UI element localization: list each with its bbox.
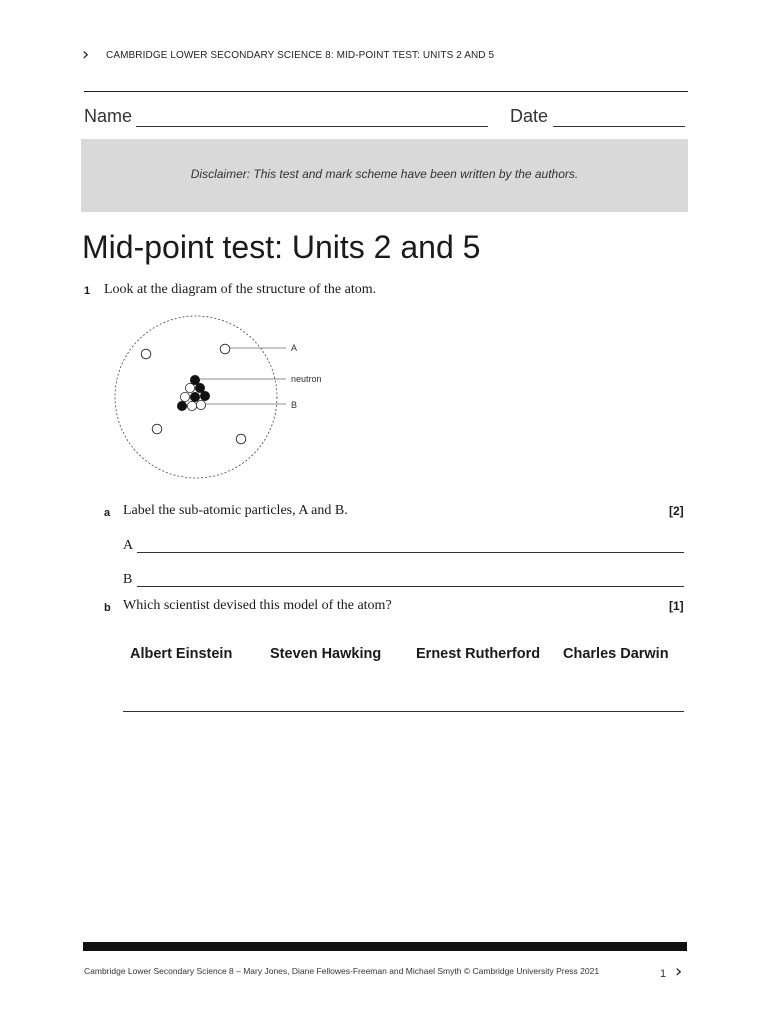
footer-credit: Cambridge Lower Secondary Science 8 – Mary Jones, Diane Fellowes-Freeman and Michael Smyth © Cambridge University Press 2021 (84, 966, 600, 976)
nucleus (177, 375, 209, 410)
choice-charles-darwin[interactable]: Charles Darwin (563, 646, 669, 662)
choice-ernest-rutherford[interactable]: Ernest Rutherford (416, 646, 541, 662)
header-divider (84, 91, 688, 92)
electron (236, 434, 246, 444)
label-neutron: neutron (291, 374, 322, 384)
name-field[interactable] (136, 126, 488, 127)
question-text: Look at the diagram of the structure of the atom. (104, 282, 377, 297)
part-b-answer-field[interactable] (123, 711, 684, 712)
next-page-chevron-icon[interactable]: › (675, 961, 683, 982)
electron (220, 344, 230, 354)
date-label: Date (510, 106, 549, 126)
running-header: CAMBRIDGE LOWER SECONDARY SCIENCE 8: MID-POINT TEST: UNITS 2 AND 5 (106, 50, 495, 61)
label-b: B (291, 400, 298, 410)
disclaimer-box (81, 139, 688, 212)
part-b-text: Which scientist devised this model of the atom? (123, 598, 392, 613)
footer-bar (83, 942, 687, 951)
label-a: A (291, 343, 298, 353)
electron (141, 349, 151, 359)
answer-b-label: B (123, 572, 133, 587)
page-number: 1 (660, 968, 667, 980)
choice-steven-hawking[interactable]: Steven Hawking (270, 646, 382, 662)
page-title: Mid-point test: Units 2 and 5 (82, 229, 481, 265)
part-b-letter: b (104, 602, 111, 614)
answer-b-field[interactable] (137, 586, 684, 587)
part-a-letter: a (104, 507, 111, 519)
date-field[interactable] (553, 126, 685, 127)
part-a-text: Label the sub-atomic particles, A and B. (123, 503, 348, 518)
answer-a-field[interactable] (137, 552, 684, 553)
answer-a-label: A (123, 538, 134, 553)
electron (152, 424, 162, 434)
name-label: Name (84, 106, 133, 126)
next-page-chevron-icon: › (82, 44, 90, 65)
disclaimer-text: Disclaimer: This test and mark scheme have been written by the authors. (190, 167, 579, 181)
atom-diagram (108, 310, 338, 480)
part-a-marks: [2] (669, 504, 684, 518)
question-number: 1 (84, 285, 91, 297)
part-b-marks: [1] (669, 599, 684, 613)
choice-albert-einstein[interactable]: Albert Einstein (130, 646, 233, 662)
